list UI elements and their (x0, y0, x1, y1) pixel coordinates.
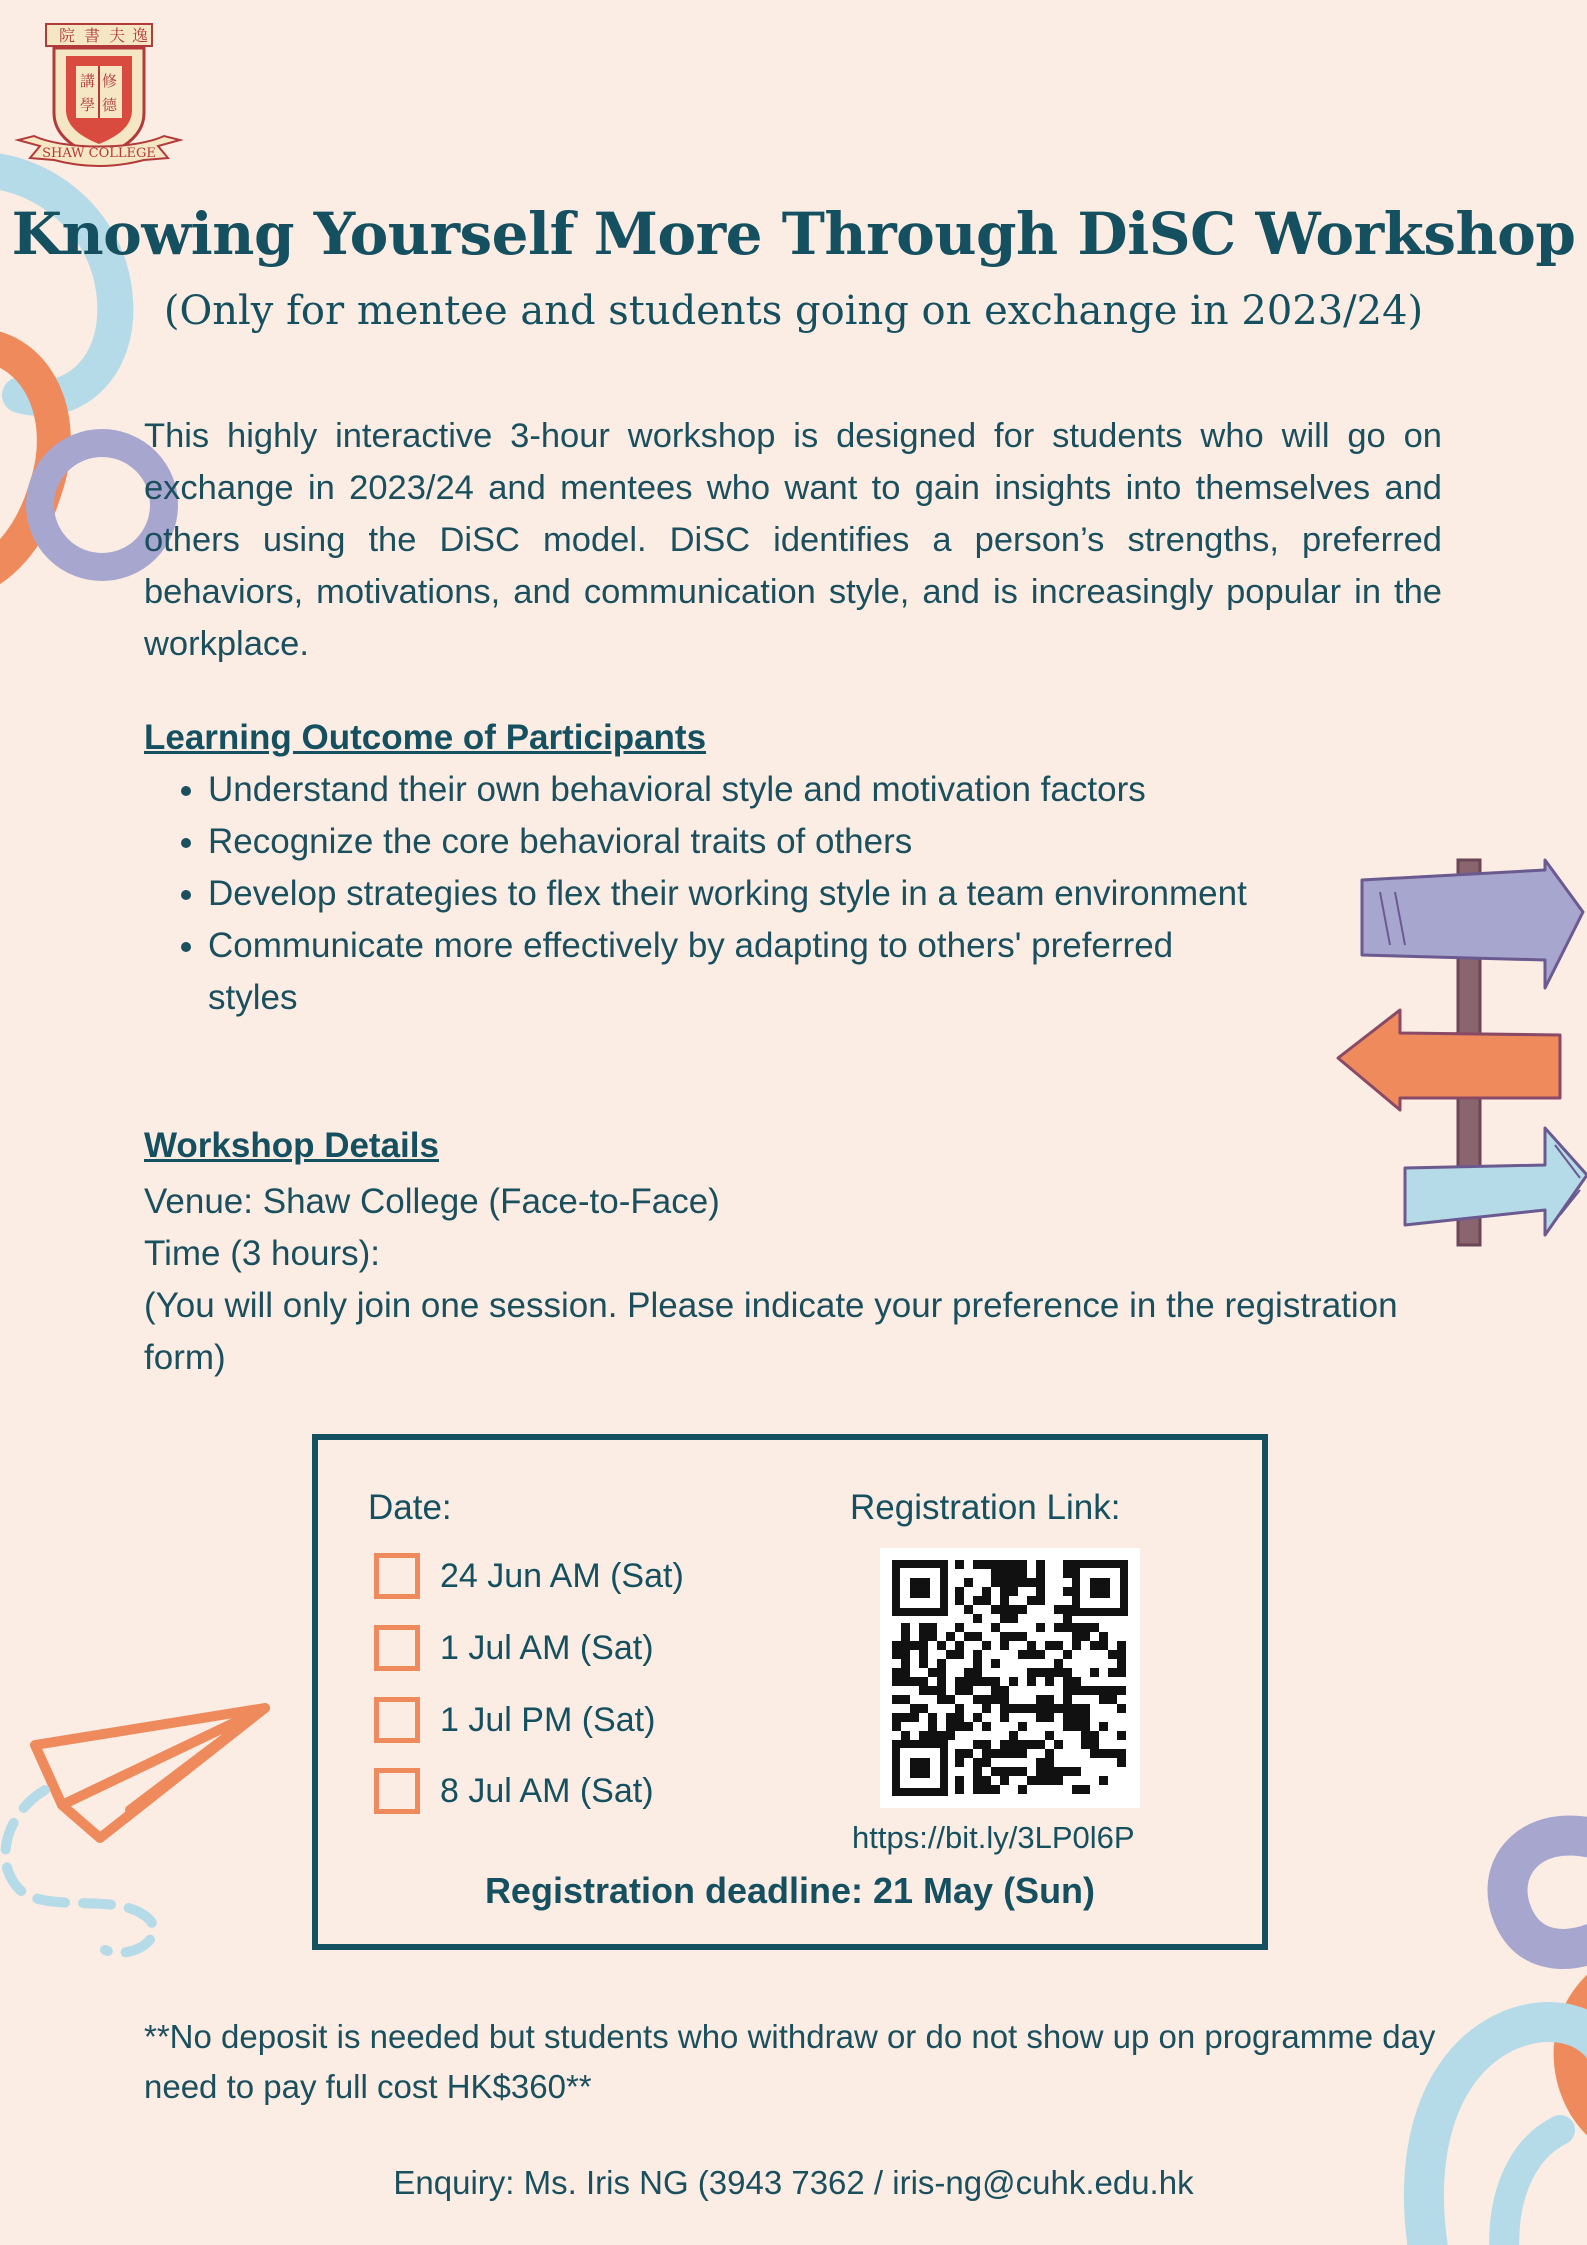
registration-deadline: Registration deadline: 21 May (Sun) (484, 1870, 1096, 1911)
date-checkbox[interactable] (374, 1697, 420, 1743)
date-checkbox[interactable] (374, 1553, 420, 1599)
date-option-label: 1 Jul AM (Sat) (440, 1628, 654, 1667)
details-heading: Workshop Details (144, 1126, 439, 1165)
outcomes-list (144, 764, 1448, 1024)
date-label: Date: (368, 1488, 452, 1527)
outcome-item: • Communicate more effectively by adapting to others' preferred styles (208, 920, 1448, 1024)
date-option-label: 1 Jul PM (Sat) (440, 1700, 656, 1739)
deposit-note: **No deposit is needed but students who withdraw or do not show up on programme day need to pay full cost HK$360** (144, 2018, 1436, 2105)
logo-char: 夫 (109, 26, 126, 45)
time-text: Time (3 hours): (144, 1234, 380, 1273)
registration-url-link[interactable]: https://bit.ly/3LP0l6P (852, 1820, 1135, 1855)
outcome-item: • Recognize the core behavioral traits of others (208, 816, 1448, 868)
logo-char: 逸 (132, 26, 149, 45)
page-subtitle: (Only for mentee and students going on exchange in 2023/24) (163, 288, 1424, 334)
page-title: Knowing Yourself More Through DiSC Workshop (11, 200, 1576, 268)
date-option[interactable] (374, 1694, 655, 1746)
intro-paragraph: This highly interactive 3-hour workshop is designed for students who will go on exchange in 2023/24 and mentees who want to gain insights into themselves and others using the DiSC model. DiSC identifies a person’s strengths, preferred behaviors, motivations, and communication style, and is increasingly popular in the workplace. (144, 417, 1442, 663)
date-option-label: 24 Jun AM (Sat) (440, 1556, 684, 1595)
qr-code-icon[interactable] (880, 1548, 1140, 1808)
date-option[interactable] (374, 1622, 654, 1674)
outcome-item: • Develop strategies to flex their working style in a team environment (208, 868, 1448, 920)
purple-arc-shape (1508, 1835, 1587, 1948)
shield-char: 學 (80, 96, 96, 114)
shield-char: 德 (102, 96, 118, 114)
date-option-label: 8 Jul AM (Sat) (440, 1771, 654, 1810)
shield-char: 講 (80, 72, 96, 90)
venue-text: Venue: Shaw College (Face-to-Face) (144, 1182, 720, 1221)
outcome-item: • Understand their own behavioral style and motivation factors (208, 764, 1448, 816)
date-option[interactable] (374, 1550, 684, 1602)
enquiry-contact: Enquiry: Ms. Iris NG (3943 7362 / iris-ng@cuhk.edu.hk (393, 2164, 1194, 2201)
logo-banner-text: SHAW COLLEGE (42, 146, 156, 161)
outcomes-heading: Learning Outcome of Participants (144, 718, 707, 757)
registration-link-label: Registration Link: (850, 1488, 1121, 1527)
date-checkbox[interactable] (374, 1625, 420, 1671)
logo-char: 院 (59, 26, 76, 45)
shaw-college-logo (14, 18, 184, 168)
date-option[interactable] (374, 1765, 654, 1817)
registration-box (312, 1434, 1268, 1950)
details-block (144, 1176, 1464, 1384)
paper-plane-icon (35, 1708, 265, 1838)
shield-char: 修 (102, 72, 118, 90)
session-instruction: (You will only join one session. Please indicate your preference in the registration form) (144, 1286, 1398, 1377)
logo-char: 書 (84, 26, 101, 45)
date-checkbox[interactable] (374, 1768, 420, 1814)
